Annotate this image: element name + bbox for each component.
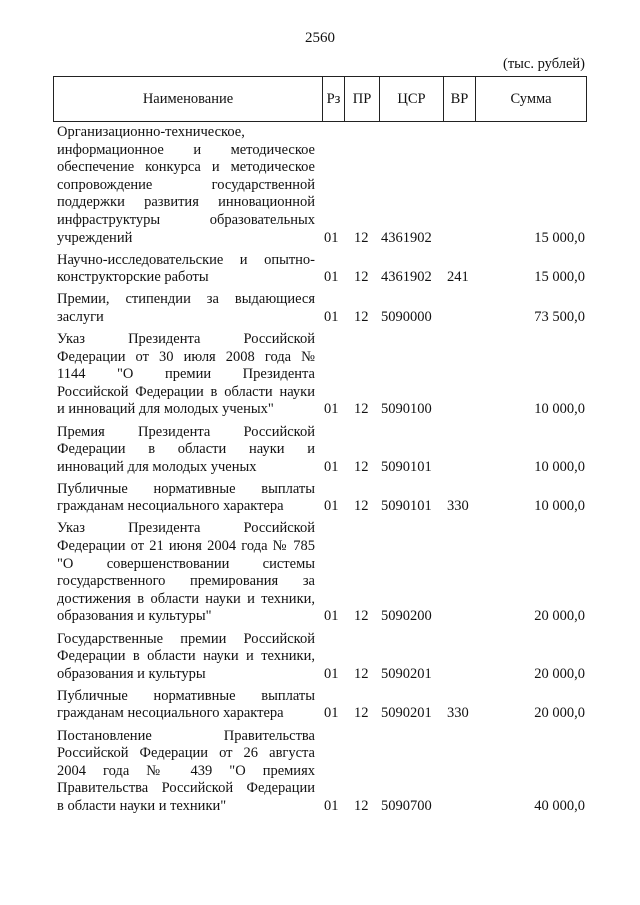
header-name: Наименование bbox=[54, 77, 323, 121]
row-name bbox=[57, 424, 315, 477]
row-name-line: Правительства Российской Федерации bbox=[57, 780, 315, 797]
row-name bbox=[57, 291, 315, 326]
table-row bbox=[57, 728, 587, 816]
table-header bbox=[53, 76, 587, 122]
row-sum: 10 000,0 bbox=[534, 458, 585, 475]
row-name-line: Научно-исследовательские и опытно- bbox=[57, 251, 315, 268]
row-pr: 12 bbox=[354, 308, 369, 325]
row-pr: 12 bbox=[354, 797, 369, 814]
row-name bbox=[57, 124, 315, 247]
table-row bbox=[57, 631, 587, 684]
row-sum: 10 000,0 bbox=[534, 498, 585, 515]
row-csr: 4361902 bbox=[381, 229, 432, 246]
row-name-line: 2004 года № 439 "О премиях bbox=[57, 762, 315, 779]
header-pr: ПР bbox=[345, 77, 380, 121]
table-row bbox=[57, 291, 587, 326]
row-vr: 330 bbox=[447, 705, 469, 722]
row-name-line: Федерации в области науки и bbox=[57, 441, 315, 458]
header-rz: Рз bbox=[323, 77, 345, 121]
row-name bbox=[57, 688, 315, 723]
row-name-line: Федерации от 21 июня 2004 года № 785 bbox=[57, 538, 315, 555]
row-name bbox=[57, 252, 315, 287]
row-name bbox=[57, 631, 315, 684]
header-csr: ЦСР bbox=[380, 77, 444, 121]
row-sum: 73 500,0 bbox=[534, 308, 585, 325]
row-rz: 01 bbox=[324, 269, 339, 286]
row-name bbox=[57, 520, 315, 626]
row-vr: 241 bbox=[447, 269, 469, 286]
table-row bbox=[57, 688, 587, 723]
row-pr: 12 bbox=[354, 608, 369, 625]
row-csr: 5090700 bbox=[381, 797, 432, 814]
row-name-line: учреждений bbox=[57, 229, 133, 246]
row-name-line: конструкторские работы bbox=[57, 269, 209, 286]
row-name-line: Федерации от 30 июля 2008 года № bbox=[57, 348, 315, 365]
row-sum: 15 000,0 bbox=[534, 269, 585, 286]
row-name-line: Российской Федерации от 26 августа bbox=[57, 745, 315, 762]
row-name-line: гражданам несоциального характера bbox=[57, 705, 284, 722]
row-pr: 12 bbox=[354, 498, 369, 515]
units-label: (тыс. рублей) bbox=[503, 56, 585, 72]
row-sum: 40 000,0 bbox=[534, 797, 585, 814]
row-name-line: Постановление Правительства bbox=[57, 727, 315, 744]
row-pr: 12 bbox=[354, 705, 369, 722]
row-rz: 01 bbox=[324, 608, 339, 625]
row-name-line: Премии, стипендии за выдающиеся bbox=[57, 291, 315, 308]
row-rz: 01 bbox=[324, 665, 339, 682]
row-name-line: Публичные нормативные выплаты bbox=[57, 687, 315, 704]
header-vr: ВР bbox=[444, 77, 476, 121]
table-body bbox=[57, 124, 587, 820]
row-sum: 20 000,0 bbox=[534, 608, 585, 625]
row-name-line: образования и культуры bbox=[57, 665, 206, 682]
row-name-line: информационное и методическое bbox=[57, 141, 315, 158]
header-sum: Сумма bbox=[510, 90, 552, 107]
row-name-line: Российской Федерации в области науки bbox=[57, 383, 315, 400]
row-name bbox=[57, 331, 315, 419]
row-name-line: Премия Президента Российской bbox=[57, 423, 315, 440]
row-name-line: Организационно-техническое, bbox=[57, 124, 245, 140]
row-name-line: государственного премирования за bbox=[57, 573, 315, 590]
row-sum: 10 000,0 bbox=[534, 401, 585, 418]
row-sum: 20 000,0 bbox=[534, 665, 585, 682]
row-name-line: Указ Президента Российской bbox=[57, 331, 315, 348]
row-name bbox=[57, 728, 315, 816]
row-name-line: и инноваций для молодых ученых" bbox=[57, 401, 274, 418]
row-name-line: поддержки развития инновационной bbox=[57, 194, 315, 211]
row-csr: 5090201 bbox=[381, 705, 432, 722]
row-csr: 5090201 bbox=[381, 665, 432, 682]
table-row bbox=[57, 520, 587, 626]
row-name-line: инфраструктуры образовательных bbox=[57, 211, 315, 228]
row-rz: 01 bbox=[324, 797, 339, 814]
row-csr: 5090101 bbox=[381, 458, 432, 475]
row-pr: 12 bbox=[354, 229, 369, 246]
table-row bbox=[57, 481, 587, 516]
row-name-line: Публичные нормативные выплаты bbox=[57, 480, 315, 497]
row-name-line: обеспечение конкурса и методическое bbox=[57, 159, 315, 176]
row-csr: 5090101 bbox=[381, 498, 432, 515]
row-name-line: "О совершенствовании системы bbox=[57, 555, 315, 572]
row-rz: 01 bbox=[324, 498, 339, 515]
row-name bbox=[57, 481, 315, 516]
page-number: 2560 bbox=[305, 30, 335, 46]
row-name-line: Федерации в области науки и техники, bbox=[57, 648, 315, 665]
row-vr: 330 bbox=[447, 498, 469, 515]
row-csr: 4361902 bbox=[381, 269, 432, 286]
row-rz: 01 bbox=[324, 705, 339, 722]
table-row bbox=[57, 124, 587, 247]
row-name-line: достижения в области науки и техники, bbox=[57, 590, 315, 607]
table-row bbox=[57, 424, 587, 477]
table-row bbox=[57, 331, 587, 419]
row-csr: 5090200 bbox=[381, 608, 432, 625]
row-rz: 01 bbox=[324, 308, 339, 325]
row-name-line: в области науки и техники" bbox=[57, 797, 227, 814]
row-name-line: 1144 "О премии Президента bbox=[57, 366, 315, 383]
row-rz: 01 bbox=[324, 401, 339, 418]
row-name-line: гражданам несоциального характера bbox=[57, 498, 284, 515]
row-pr: 12 bbox=[354, 458, 369, 475]
row-sum: 20 000,0 bbox=[534, 705, 585, 722]
row-name-line: сопровождение государственной bbox=[57, 176, 315, 193]
row-pr: 12 bbox=[354, 665, 369, 682]
row-csr: 5090100 bbox=[381, 401, 432, 418]
row-name-line: Государственные премии Российской bbox=[57, 630, 315, 647]
row-name-line: Указ Президента Российской bbox=[57, 520, 315, 537]
row-csr: 5090000 bbox=[381, 308, 432, 325]
row-sum: 15 000,0 bbox=[534, 229, 585, 246]
row-pr: 12 bbox=[354, 401, 369, 418]
row-name-line: образования и культуры" bbox=[57, 608, 212, 625]
row-pr: 12 bbox=[354, 269, 369, 286]
row-rz: 01 bbox=[324, 229, 339, 246]
row-name-line: инноваций для молодых ученых bbox=[57, 458, 257, 475]
row-rz: 01 bbox=[324, 458, 339, 475]
row-name-line: заслуги bbox=[57, 308, 104, 325]
table-row bbox=[57, 252, 587, 287]
